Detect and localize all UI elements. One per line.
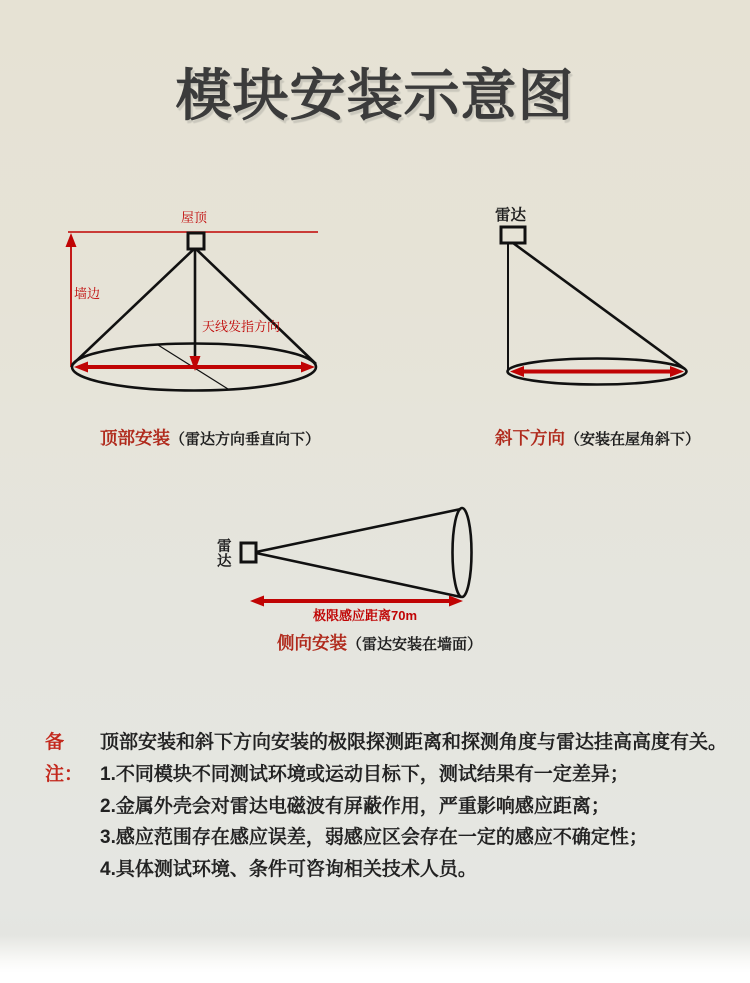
beam-diagonal-line bbox=[513, 243, 685, 369]
radar-module bbox=[501, 227, 525, 243]
caption-note: （雷达方向垂直向下） bbox=[170, 431, 321, 448]
note-item: 1.不同模块不同测试环境或运动目标下，测试结果有一定差异； bbox=[100, 763, 629, 785]
notes-section bbox=[45, 727, 730, 886]
radar-label: 雷 bbox=[217, 539, 232, 555]
radar-module bbox=[188, 233, 204, 249]
roof-label: 屋顶 bbox=[180, 210, 208, 225]
page-title: 模块安装示意图 bbox=[175, 64, 575, 127]
range-left-head bbox=[250, 596, 264, 607]
notes-body bbox=[100, 727, 730, 886]
coverage-ellipse bbox=[453, 508, 472, 597]
radar-label: 雷达 bbox=[495, 207, 527, 224]
top-mount-diagram bbox=[40, 190, 350, 420]
note-item: 4.具体测试环境、条件可咨询相关技术人员。 bbox=[100, 859, 477, 881]
coverage-width-left-head bbox=[74, 362, 88, 373]
radar-label: 达 bbox=[217, 554, 232, 570]
side-mount-diagram bbox=[205, 500, 485, 630]
wall-label: 墙边 bbox=[74, 286, 101, 301]
radar-module bbox=[241, 543, 256, 562]
notes-intro: 顶部安装和斜下方向安装的极限探测距离和探测角度与雷达挂高高度有关。 bbox=[100, 732, 728, 753]
note-item: 3.感应范围存在感应误差，弱感应区会存在一定的感应不确定性； bbox=[100, 827, 648, 849]
note-item: 2.金属外壳会对雷达电磁波有屏蔽作用，严重影响感应距离； bbox=[100, 795, 610, 817]
caption-title: 斜下方向 bbox=[495, 428, 565, 448]
wall-arrow-head bbox=[66, 233, 77, 247]
oblique-mount-diagram bbox=[470, 200, 710, 395]
caption-title: 顶部安装 bbox=[100, 428, 170, 448]
caption-note: （安装在屋角斜下） bbox=[565, 431, 701, 448]
beam-lower-line bbox=[256, 553, 461, 597]
caption-note: （雷达安装在墙面） bbox=[347, 636, 483, 653]
caption-top-mount bbox=[100, 428, 320, 450]
beam-upper-line bbox=[256, 509, 461, 552]
antenna-direction-label: 天线发指方向 bbox=[202, 319, 281, 334]
caption-oblique-mount bbox=[495, 428, 700, 450]
caption-title: 侧向安装 bbox=[277, 633, 347, 653]
caption-side-mount bbox=[277, 633, 482, 655]
notes-label: 备注： bbox=[45, 732, 84, 785]
range-label: 极限感应距离70m bbox=[312, 608, 418, 623]
